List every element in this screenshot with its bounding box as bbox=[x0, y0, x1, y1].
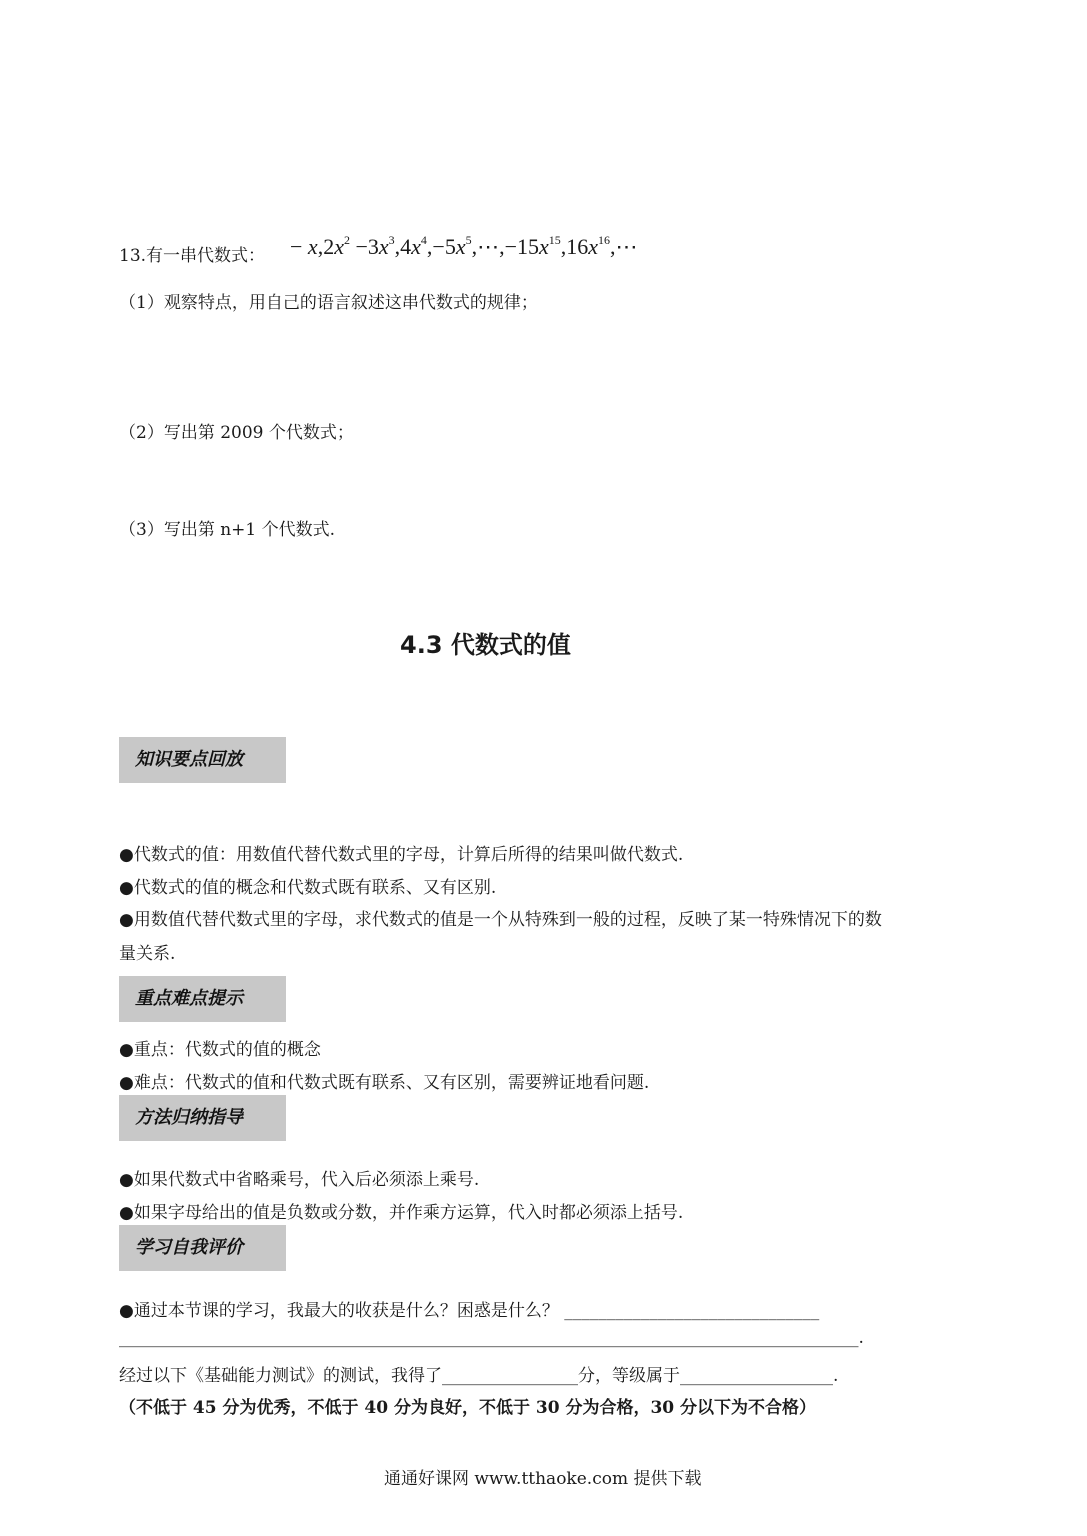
problem-13-part-3: （3）写出第 n+1 个代数式. bbox=[119, 520, 336, 540]
self-eval-question bbox=[119, 1296, 819, 1321]
keypoints-item: ●难点：代数式的值和代数式既有联系、又有区别，需要辨证地看问题. bbox=[119, 1073, 650, 1093]
problem-13-sequence: − $x,2x^2$ $-3x^3,4x^4,-5x^5,\cdots,-15x^{15},16x^{16},\cdots$ bbox=[290, 233, 638, 259]
self-eval-question-text: ●通过本节课的学习，我最大的收获是什么？困惑是什么？ bbox=[119, 1301, 559, 1321]
keypoints-item: ●重点：代数式的值的概念 bbox=[119, 1040, 321, 1060]
self-eval-answer-line: _______________________________________________________________________________________. bbox=[119, 1328, 864, 1348]
knowledge-item: ●代数式的值的概念和代数式既有联系、又有区别. bbox=[119, 878, 497, 898]
self-eval-heading: 学习自我评价 bbox=[119, 1225, 286, 1271]
problem-13-label: 13.有一串代数式： bbox=[119, 246, 266, 266]
method-item: ●如果字母给出的值是负数或分数，并作乘方运算，代入时都必须添上括号. bbox=[119, 1203, 684, 1223]
footer: 通通好课网 www.tthaoke.com 提供下载 bbox=[384, 1469, 702, 1489]
self-eval-score-line: 经过以下《基础能力测试》的测试，我得了________________分，等级属于__________________. bbox=[119, 1366, 839, 1386]
knowledge-heading: 知识要点回放 bbox=[119, 737, 286, 783]
knowledge-item: ●代数式的值：用数值代替代数式里的字母，计算后所得的结果叫做代数式. bbox=[119, 845, 684, 865]
problem-13-part-1: （1）观察特点，用自己的语言叙述这串代数式的规律； bbox=[119, 293, 538, 313]
self-eval-answer-blank: ______________________________ bbox=[564, 1301, 820, 1321]
knowledge-item: ●用数值代替代数式里的字母，求代数式的值是一个从特殊到一般的过程，反映了某一特殊情况下的数 bbox=[119, 910, 882, 930]
method-heading: 方法归纳指导 bbox=[119, 1095, 286, 1141]
knowledge-item: 量关系. bbox=[119, 944, 176, 964]
section-title: 4.3 代数式的值 bbox=[400, 631, 571, 659]
keypoints-heading: 重点难点提示 bbox=[119, 976, 286, 1022]
grading-note: （不低于 45 分为优秀，不低于 40 分为良好，不低于 30 分为合格，30 分以下为不合格） bbox=[119, 1398, 817, 1418]
method-item: ●如果代数式中省略乘号，代入后必须添上乘号. bbox=[119, 1170, 480, 1190]
problem-13-part-2: （2）写出第 2009 个代数式； bbox=[119, 423, 354, 443]
